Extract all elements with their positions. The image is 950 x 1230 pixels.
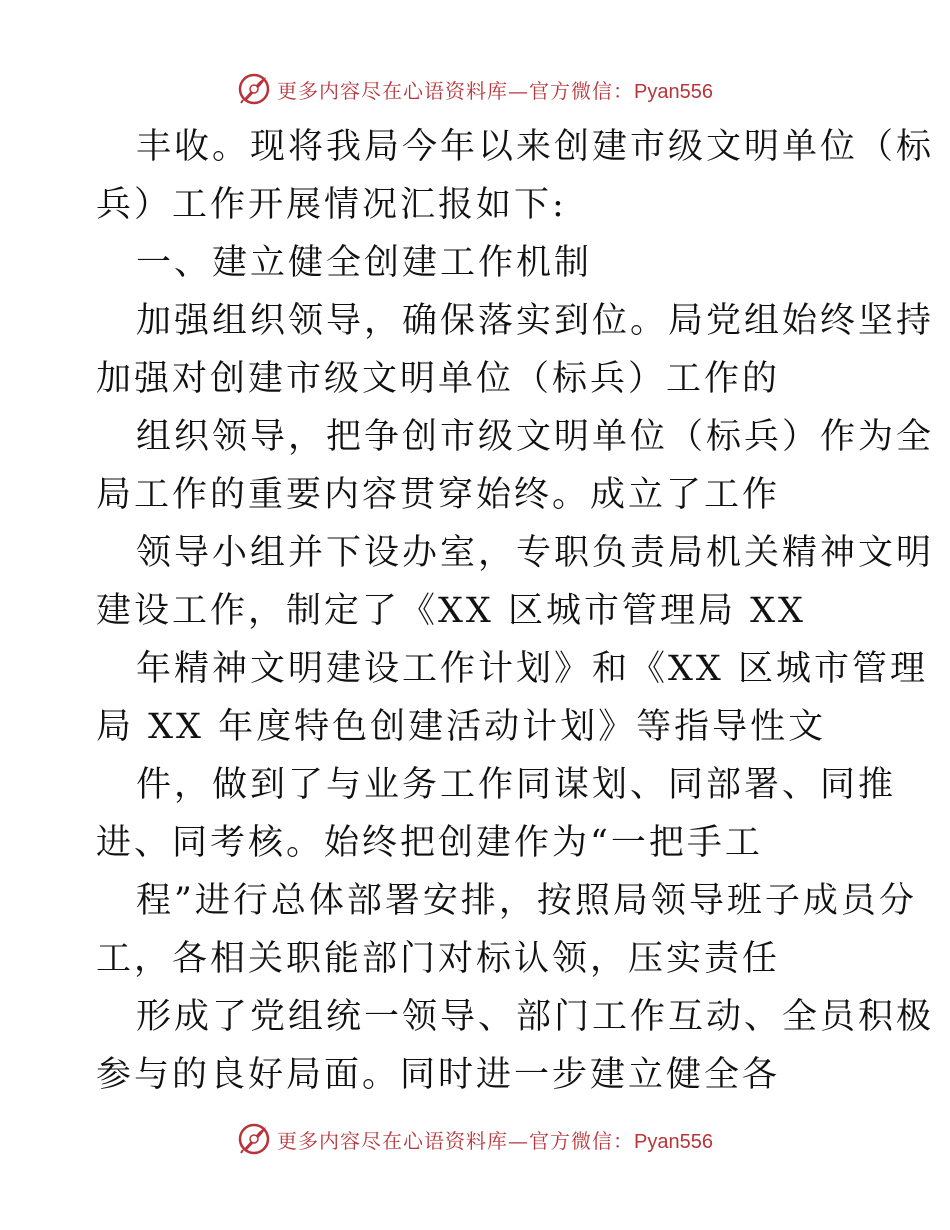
body-line: 参与的良好局面。同时进一步建立健全各 bbox=[96, 1055, 781, 1095]
header-brand-text bbox=[277, 75, 713, 104]
body-line: 加强对创建市级文明单位（标兵）工作的 bbox=[96, 359, 781, 399]
body-line: 程”进行总体部署安排，按照局领导班子成员分 bbox=[136, 881, 917, 921]
quill-pen-logo-icon bbox=[237, 1122, 271, 1156]
page-header-watermark bbox=[0, 72, 950, 106]
body-line: 局 XX 年度特色创建活动计划》等指导性文 bbox=[96, 707, 827, 747]
body-line: 年精神文明建设工作计划》和《XX 区城市管理 bbox=[136, 649, 928, 689]
page-footer-watermark bbox=[0, 1122, 950, 1156]
footer-separator: — bbox=[508, 1128, 530, 1153]
body-line: 进、同考核。始终把创建作为“一把手工 bbox=[96, 823, 763, 863]
footer-wechat-label: 官方微信： bbox=[529, 1128, 635, 1153]
body-line: 丰收。现将我局今年以来创建市级文明单位（标 bbox=[136, 127, 935, 167]
body-line: 兵）工作开展情况汇报如下: bbox=[96, 185, 567, 225]
footer-account: Pyan556 bbox=[634, 1130, 713, 1153]
body-line: 件，做到了与业务工作同谋划、同部署、同推 bbox=[136, 765, 897, 805]
header-separator: — bbox=[508, 78, 530, 103]
header-brand: 更多内容尽在心语资料库 bbox=[277, 78, 509, 103]
body-line: 建设工作，制定了《XX 区城市管理局 XX bbox=[96, 591, 806, 631]
footer-brand-text bbox=[277, 1125, 713, 1154]
body-line: 形成了党组统一领导、部门工作互动、全员积极 bbox=[136, 997, 935, 1037]
body-line: 组织领导，把争创市级文明单位（标兵）作为全 bbox=[136, 417, 935, 457]
quill-pen-logo-icon bbox=[237, 72, 271, 106]
body-line: 领导小组并下设办室，专职负责局机关精神文明 bbox=[136, 533, 935, 573]
header-wechat-label: 官方微信： bbox=[529, 78, 635, 103]
header-account: Pyan556 bbox=[634, 80, 713, 103]
section-heading: 一、建立健全创建工作机制 bbox=[136, 243, 593, 283]
body-line: 工，各相关职能部门对标认领，压实责任 bbox=[96, 939, 781, 979]
body-line: 局工作的重要内容贯穿始终。成立了工作 bbox=[96, 475, 781, 515]
body-line: 加强组织领导，确保落实到位。局党组始终坚持 bbox=[136, 301, 935, 341]
footer-brand: 更多内容尽在心语资料库 bbox=[277, 1128, 509, 1153]
